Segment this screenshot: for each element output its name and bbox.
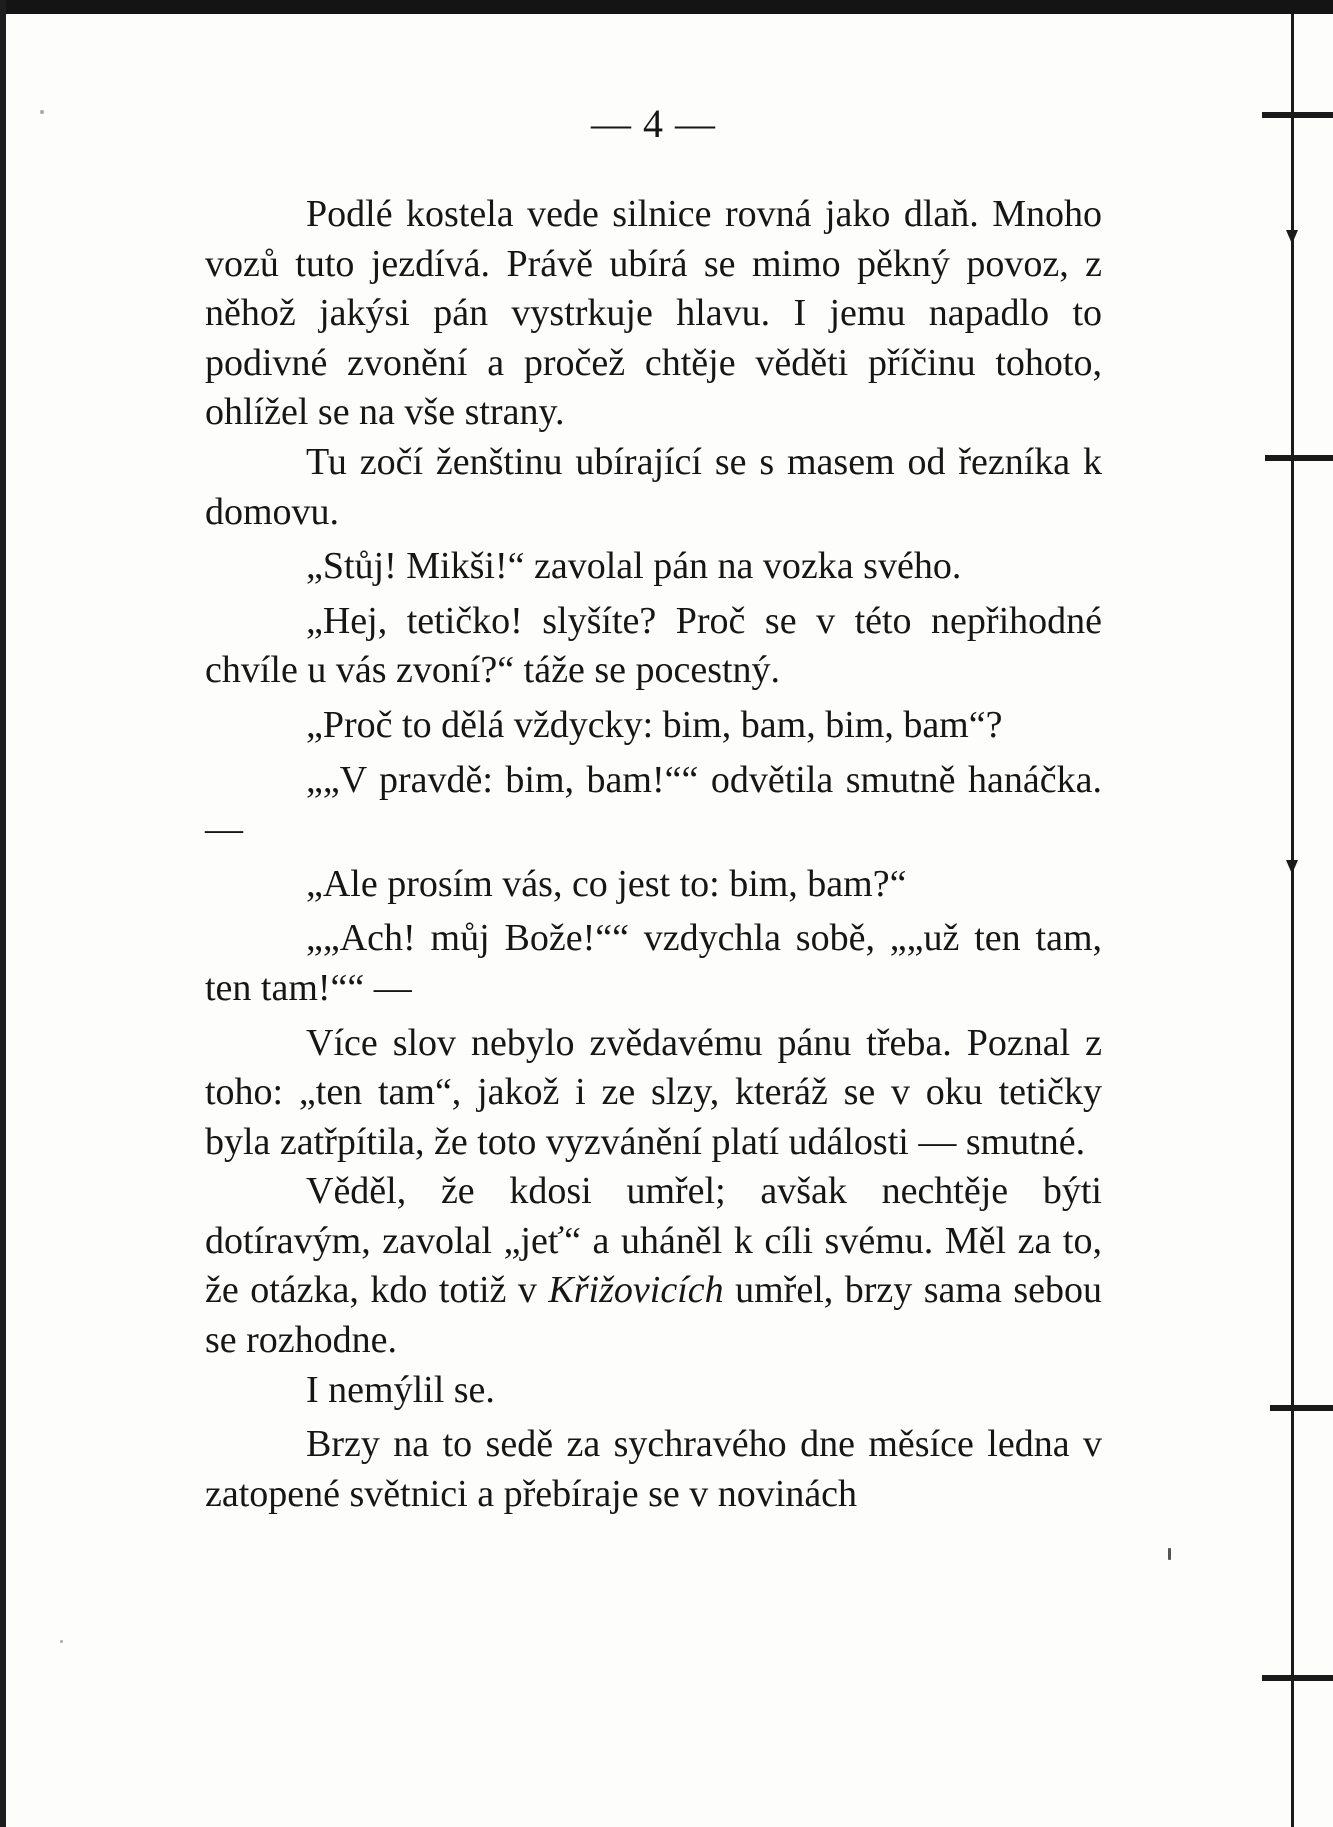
paper-speck xyxy=(60,1640,63,1643)
paper-speck xyxy=(1168,1548,1171,1560)
paragraph: Podlé kostela vede silnice rovná jako dlaň. Mnoho vozů tuto jezdívá. Právě ubírá se mimo pěkný povoz, z něhož jakýsi pán vystrkuje hlavu. I jemu napadlo to podivné zvonění a pročež chtěje věděti příčinu tohoto, ohlížel se na vše strany. xyxy=(205,193,1102,434)
paragraph-text: umřel, brzy sama sebou se rozhodne. xyxy=(205,1269,1102,1362)
paragraph: „„V pravdě: bim, bam!““ odvětila smutně hanáčka. — xyxy=(205,758,1102,851)
binding-stitch-mark xyxy=(1262,112,1333,118)
paragraph: „Hej, tetičko! slyšíte? Proč se v této nepřihodné chvíle u vás zvoní?“ táže se pocestný. xyxy=(205,599,1102,692)
paragraph: „Ale prosím vás, co jest to: bim, bam?“ xyxy=(306,862,907,905)
binding-stitch-arrow xyxy=(1286,860,1298,874)
binding-stitch-arrow xyxy=(1286,230,1298,244)
binding-stitch-mark xyxy=(1270,1405,1333,1411)
binding-line xyxy=(1291,14,1294,1827)
paper-speck xyxy=(40,110,44,114)
paragraph: I nemýlil se. xyxy=(306,1368,495,1411)
page-number: — 4 — xyxy=(591,101,716,146)
binding-stitch-mark xyxy=(1262,1675,1333,1681)
scan-left-border xyxy=(0,0,6,1827)
body-text xyxy=(205,190,1102,1519)
book-page xyxy=(205,100,1102,1519)
paragraph: „Stůj! Mikši!“ zavolal pán na vozka svého. xyxy=(306,545,962,588)
place-name: Křižovicích xyxy=(548,1269,724,1312)
binding-stitch-mark xyxy=(1265,455,1333,461)
paragraph-text: Věděl, že kdosi umřel; avšak nechtěje býti dotíravým, zavolal „jeť“ a uháněl k cíli svému. Měl za to, že otázka, kdo totiž v xyxy=(205,1170,1102,1312)
paragraph: „„Ach! můj Bože!““ vzdychla sobě, „„už ten tam, ten tam!““ — xyxy=(205,917,1102,1009)
paragraph: Brzy na to sedě za sychravého dne měsíce ledna v zatopené světnici a přebíraje se v novinách xyxy=(205,1423,1102,1515)
scan-top-border xyxy=(0,0,1333,14)
paragraph: Více slov nebylo zvědavému pánu třeba. Poznal z toho: „ten tam“, jakož i ze slzy, kteráž se v oku tetičky byla zatřpítila, že toto vyzvánění platí události — smutné. xyxy=(205,1021,1102,1163)
paragraph: Tu zočí ženštinu ubírající se s masem od řezníka k domovu. xyxy=(205,440,1102,533)
paragraph: „Proč to dělá vždycky: bim, bam, bim, bam“? xyxy=(306,703,1003,746)
paragraph xyxy=(205,1167,1102,1365)
